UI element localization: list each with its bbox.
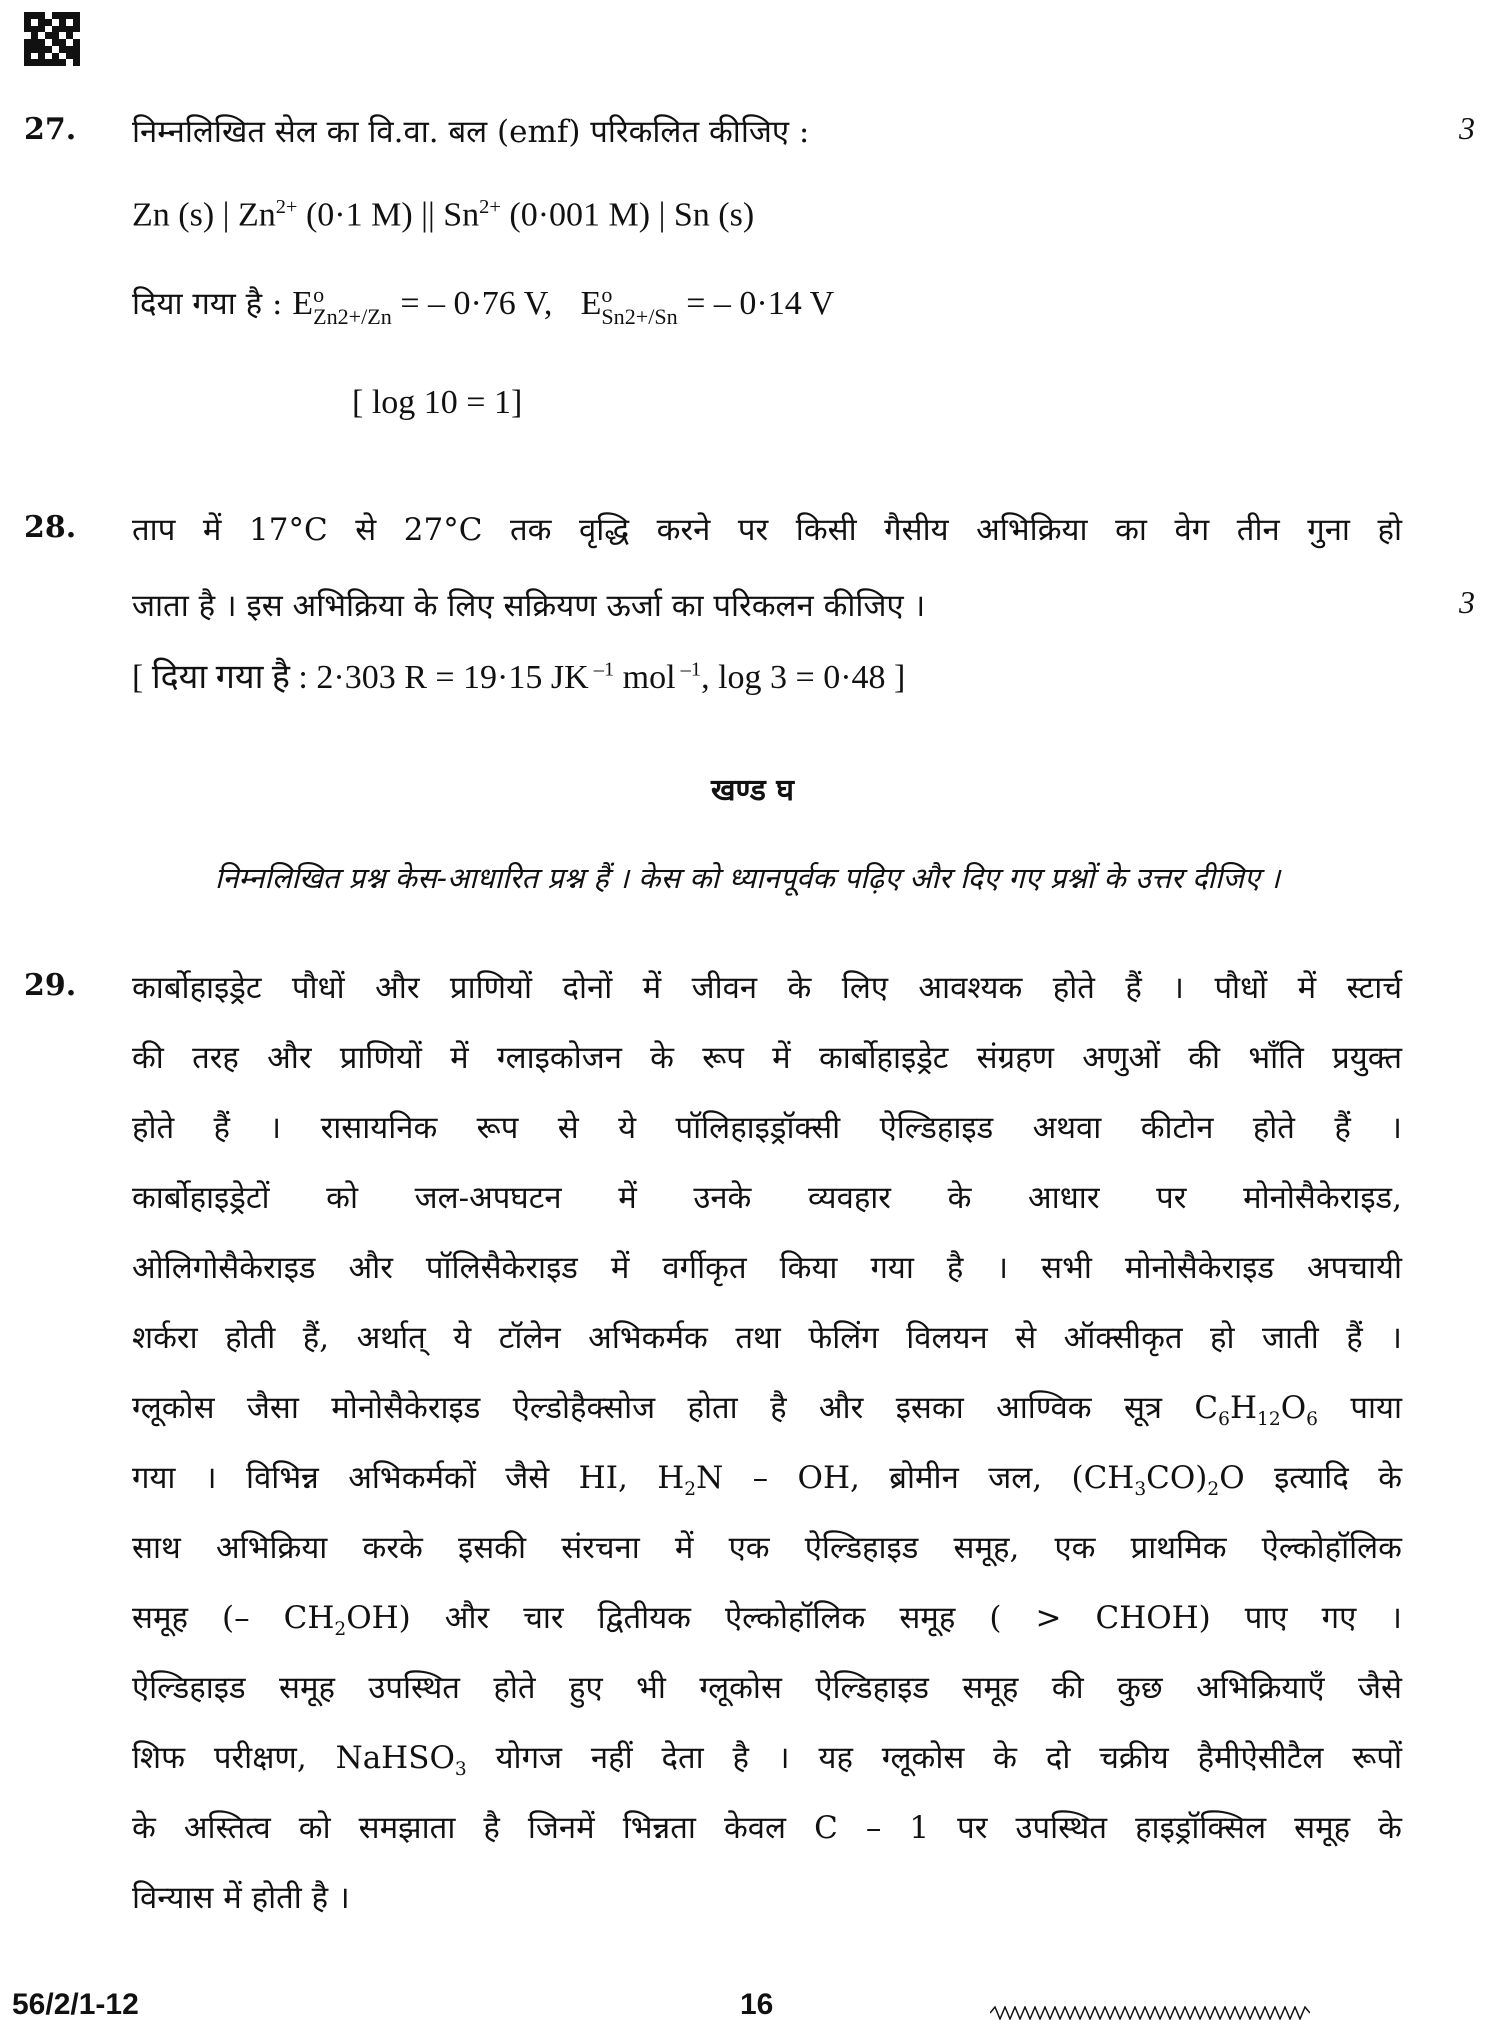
passage-line: कार्बोहाइड्रेट पौधों और प्राणियों दोनों में जीवन के लिए आवश्यक होते हैं । पौधों में स्टार्च — [132, 970, 1402, 1006]
passage-line: साथ अभिक्रिया करके इसकी संरचना में एक ऐल्डिहाइड समूह, एक प्राथमिक ऐल्कोहॉलिक — [132, 1530, 1402, 1566]
question-text-line: जाता है । इस अभिक्रिया के लिए सक्रियण ऊर्जा का परिकलन कीजिए । — [132, 588, 926, 624]
passage-line: ग्लूकोस जैसा मोनोसैकेराइड ऐल्डोहैक्सोज होता है और इसका आण्विक सूत्र $C_6H_{12}O_6$ पाया — [132, 1390, 1402, 1431]
question-number: 29. — [24, 968, 77, 1003]
marks: 3 — [1459, 110, 1475, 146]
wavy-line-icon — [990, 2006, 1310, 2020]
cell-notation: Zn (s) | $Zn^{2+}$ (0·1 M) || $Sn^{2+}$ (0·001 M) | Sn (s) — [132, 196, 755, 234]
passage-line: की तरह और प्राणियों में ग्लाइकोजन के रूप में कार्बोहाइड्रेट संग्रहण अणुओं की भाँति प्रयुक्त — [132, 1040, 1402, 1076]
passage-line: समूह (– $CH_2OH$) और चार द्वितीयक ऐल्कोहॉलिक समूह ( > CHOH) पाए गए । — [132, 1600, 1402, 1641]
electrode-potential-zn: E o Zn2+/Zn = – 0·76 V, — [292, 282, 553, 330]
paper-code: 56/2/1-12 — [12, 1988, 139, 2021]
page-number: 16 — [740, 1988, 774, 2021]
passage-line: ऐल्डिहाइड समूह उपस्थित होते हुए भी ग्लूकोस ऐल्डिहाइड समूह की कुछ अभिक्रियाएँ जैसे — [132, 1670, 1402, 1706]
passage-line: कार्बोहाइड्रेटों को जल-अपघटन में उनके व्यवहार के आधार पर मोनोसैकेराइड, — [132, 1180, 1402, 1216]
given-potentials: दिया गया है : E o Zn2+/Zn = – 0·76 V, E o Sn2+/Sn = – 0·14 V — [132, 282, 835, 330]
given-data: [ दिया गया है : 2·303 R = 19·15 JK $^{-1}$ mol $^{-1}$, log 3 = 0·48 ] — [132, 658, 906, 696]
question-prompt: निम्नलिखित सेल का वि.वा. बल (emf) परिकलित कीजिए : — [132, 114, 810, 150]
qr-code-icon — [24, 12, 80, 66]
passage-line: शिफ परीक्षण, NaHSO$_3$ योगज नहीं देता है । यह ग्लूकोस के दो चक्रीय हैमीऐसीटैल रूपों — [132, 1740, 1402, 1781]
passage-line: के अस्तित्व को समझाता है जिनमें भिन्नता केवल C – 1 पर उपस्थित हाइड्रॉक्सिल समूह के — [132, 1810, 1402, 1846]
question-number: 27. — [24, 112, 77, 147]
section-heading: खण्ड घ — [710, 773, 794, 808]
passage-line: शर्करा होती हैं, अर्थात् ये टॉलेन अभिकर्मक तथा फेलिंग विलयन से ऑक्सीकृत हो जाती हैं । — [132, 1320, 1402, 1356]
log-note: [ log 10 = 1] — [352, 384, 523, 421]
passage-line: ओलिगोसैकेराइड और पॉलिसैकेराइड में वर्गीकृत किया गया है । सभी मोनोसैकेराइड अपचायी — [132, 1250, 1402, 1286]
electrode-potential-sn: E o Sn2+/Sn = – 0·14 V — [580, 282, 835, 330]
section-instructions: निम्नलिखित प्रश्न केस-आधारित प्रश्न हैं । केस को ध्यानपूर्वक पढ़िए और दिए गए प्रश्नों के उत्तर दीजिए । — [214, 861, 1281, 895]
marks: 3 — [1459, 584, 1475, 620]
passage-line: विन्यास में होती है । — [132, 1880, 350, 1916]
question-number: 28. — [24, 510, 77, 545]
question-text-line: ताप में 17°C से 27°C तक वृद्धि करने पर किसी गैसीय अभिक्रिया का वेग तीन गुना हो — [132, 512, 1402, 548]
passage-line: होते हैं । रासायनिक रूप से ये पॉलिहाइड्रॉक्सी ऐल्डिहाइड अथवा कीटोन होते हैं । — [132, 1110, 1402, 1146]
passage-line: गया । विभिन्न अभिकर्मकों जैसे HI, $H_2N$ – OH, ब्रोमीन जल, $(CH_3CO)_2O$ इत्यादि के — [132, 1460, 1403, 1501]
